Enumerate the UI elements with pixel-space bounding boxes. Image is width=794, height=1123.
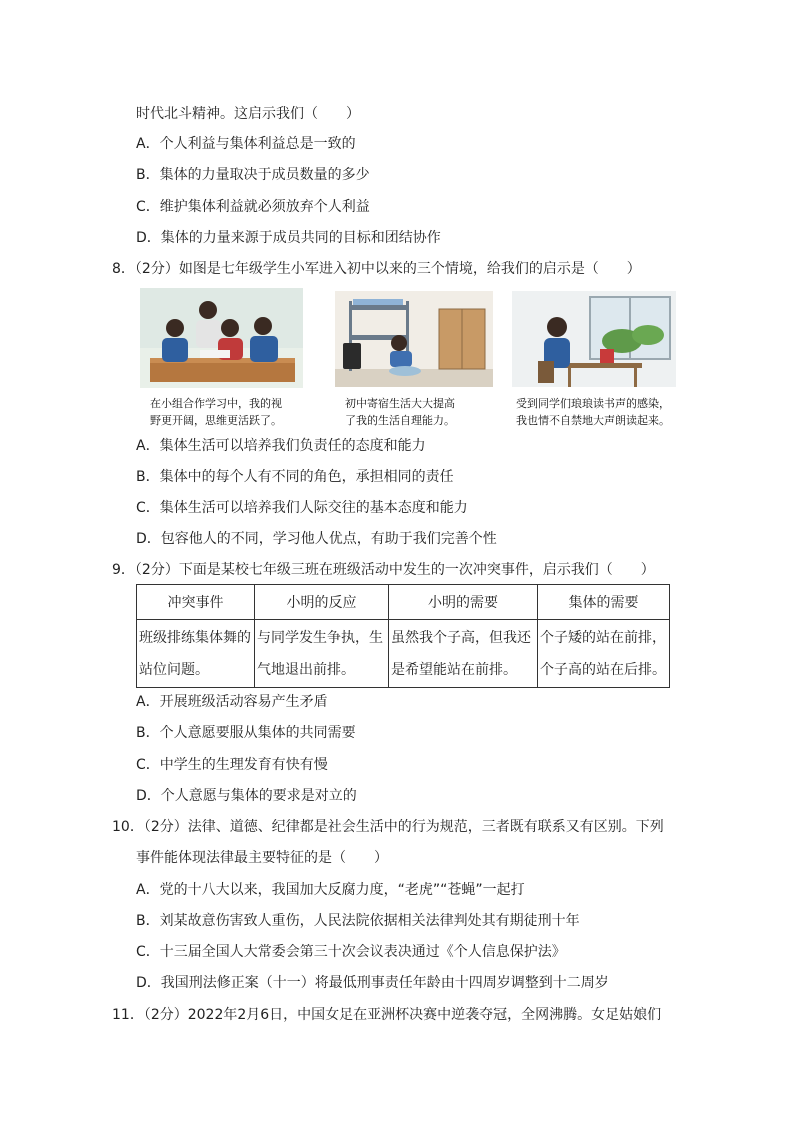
table-header-row [137, 585, 670, 620]
q8-caption-3-line-2: 我也情不自禁地大声朗读起来。 [516, 414, 670, 427]
q9-option-c: C．中学生的生理发育有快有慢 [136, 757, 328, 773]
q7-option-b: B．集体的力量取决于成员数量的多少 [136, 167, 370, 183]
q8-picture-reading-aloud [512, 291, 676, 387]
q9-option-a: A．开展班级活动容易产生矛盾 [136, 694, 328, 710]
table-cell: 班级排练集体舞的站位问题。 [137, 620, 255, 688]
table-cell: 与同学发生争执，生气地退出前排。 [255, 620, 389, 688]
q8-stem: 8．（2分）如图是七年级学生小军进入初中以来的三个情境，给我们的启示是（ ） [112, 261, 641, 277]
q8-option-c: C．集体生活可以培养我们人际交往的基本态度和能力 [136, 500, 468, 516]
q8-picture-dorm-life [335, 291, 493, 387]
q8-option-a: A．集体生活可以培养我们负责任的态度和能力 [136, 438, 426, 454]
q8-option-d: D．包容他人的不同，学习他人优点，有助于我们完善个性 [136, 531, 497, 547]
q9-conflict-table [136, 584, 670, 688]
q9-option-b: B．个人意愿要服从集体的共同需要 [136, 725, 356, 741]
q7-option-d: D．集体的力量来源于成员共同的目标和团结协作 [136, 230, 441, 246]
table-cell: 虽然我个子高，但我还是希望能站在前排。 [389, 620, 538, 688]
q8-caption-2-line-1: 初中寄宿生活大大提高 [345, 397, 455, 410]
q8-caption-2-line-2: 了我的生活自理能力。 [345, 414, 455, 427]
q9-option-d: D．个人意愿与集体的要求是对立的 [136, 788, 357, 804]
q10-option-c: C．十三届全国人大常委会第三十次会议表决通过《个人信息保护法》 [136, 944, 566, 960]
q11-stem: 11．（2分）2022年2月6日，中国女足在亚洲杯决赛中逆袭夺冠，全网沸腾。女足姑娘们 [112, 1007, 662, 1023]
table-cell: 个子矮的站在前排，个子高的站在后排。 [538, 620, 670, 688]
q8-caption-3-line-1: 受到同学们琅琅读书声的感染， [516, 397, 670, 410]
q8-option-b: B．集体中的每个人有不同的角色，承担相同的责任 [136, 469, 454, 485]
q10-option-d: D．我国刑法修正案（十一）将最低刑事责任年龄由十四周岁调整到十二周岁 [136, 975, 609, 991]
table-row [137, 620, 670, 688]
q10-option-b: B．刘某故意伤害致人重伤，人民法院依据相关法律判处其有期徒刑十年 [136, 913, 580, 929]
q8-caption-1-line-2: 野更开阔，思维更活跃了。 [150, 414, 282, 427]
table-header-cell: 小明的需要 [389, 585, 538, 620]
q7-stem-continuation: 时代北斗精神。这启示我们（ ） [136, 106, 360, 122]
q10-option-a: A．党的十八大以来，我国加大反腐力度，“老虎”“苍蝇”一起打 [136, 882, 525, 898]
q9-stem: 9．（2分）下面是某校七年级三班在班级活动中发生的一次冲突事件，启示我们（ ） [112, 562, 655, 578]
q8-caption-1-line-1: 在小组合作学习中，我的视 [150, 397, 282, 410]
q10-stem-line-1: 10．（2分）法律、道德、纪律都是社会生活中的行为规范，三者既有联系又有区别。下列 [112, 819, 664, 835]
table-header-cell: 冲突事件 [137, 585, 255, 620]
q7-option-a: A．个人利益与集体利益总是一致的 [136, 136, 356, 152]
q10-stem-line-2: 事件能体现法律最主要特征的是（ ） [136, 850, 388, 866]
table-header-cell: 集体的需要 [538, 585, 670, 620]
q7-option-c: C．维护集体利益就必须放弃个人利益 [136, 199, 370, 215]
q8-picture-group-study [140, 288, 303, 388]
table-header-cell: 小明的反应 [255, 585, 389, 620]
